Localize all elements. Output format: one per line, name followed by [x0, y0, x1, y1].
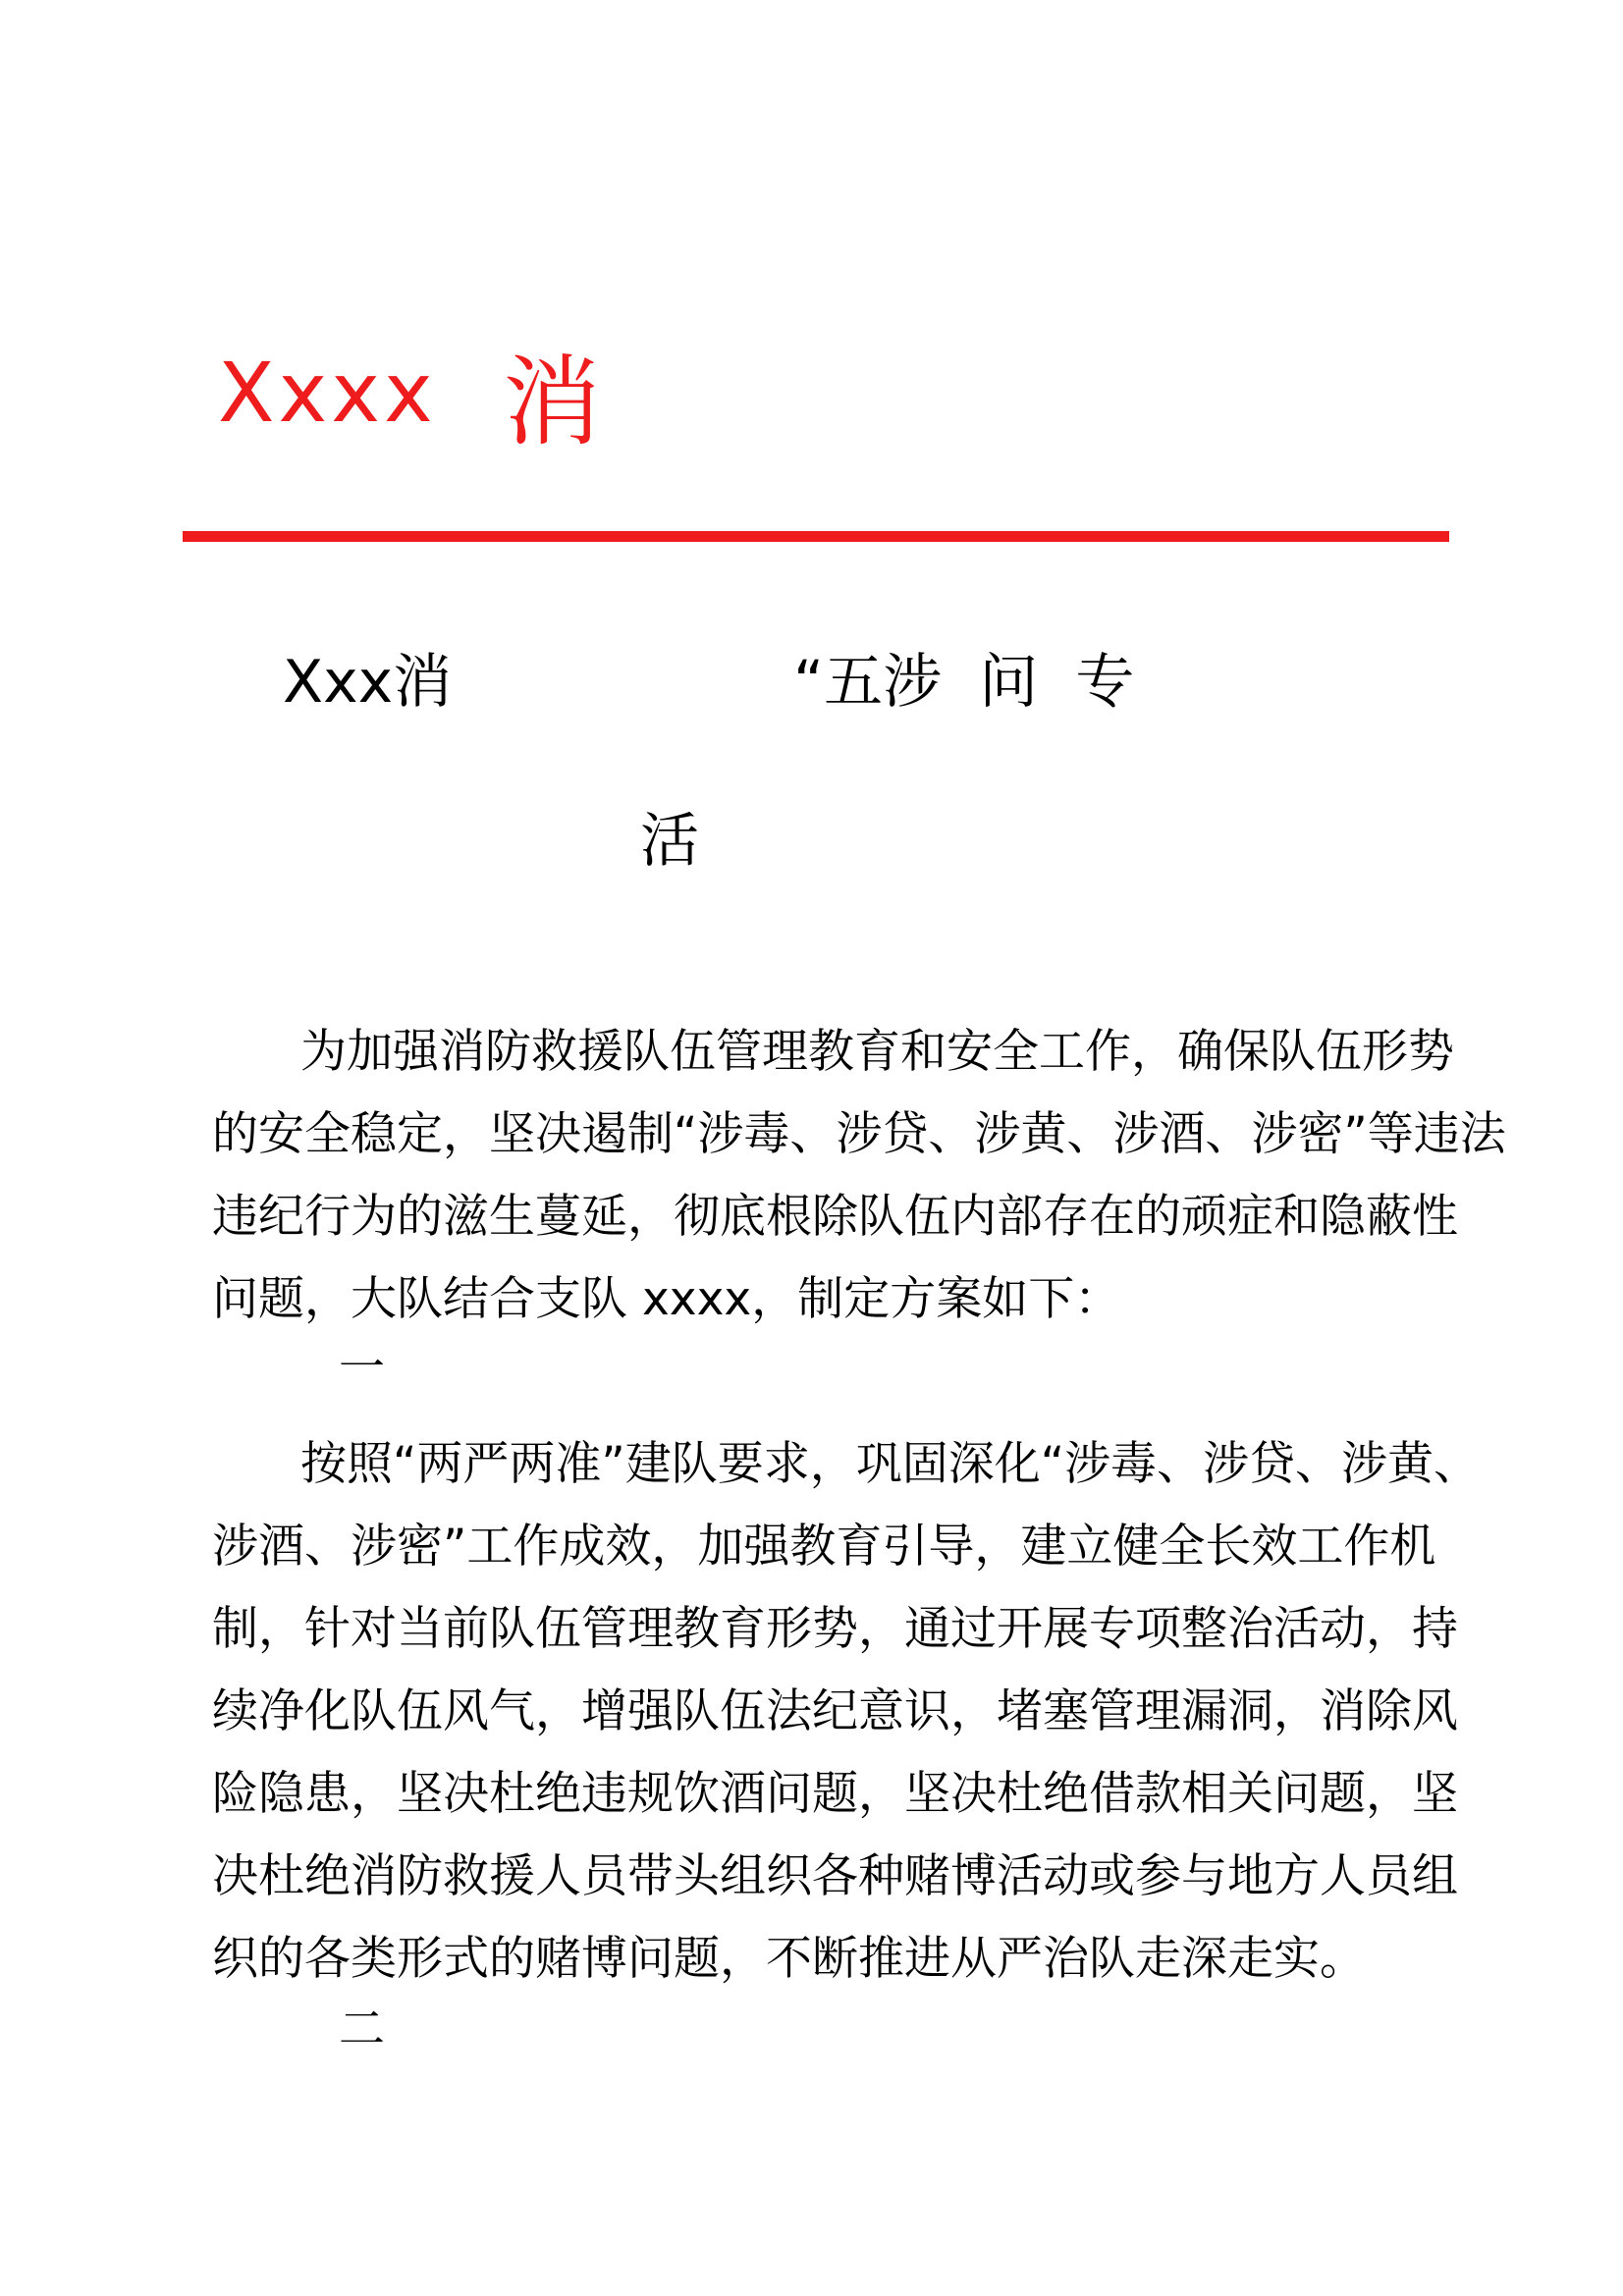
- header-divider: [183, 531, 1449, 542]
- document-title: [0, 648, 1623, 717]
- paragraph-line: 问题，大队结合支队 xxxx，制定方案如下：: [212, 1272, 1121, 1326]
- section-heading-2: 二: [339, 2002, 385, 2056]
- intro-paragraph: [212, 1011, 1506, 1341]
- section-heading-1: 一: [339, 1341, 385, 1395]
- header-org-name: Xxxx: [218, 345, 437, 441]
- header-org-char: 消: [503, 345, 601, 459]
- title-part-1: Xxx消: [283, 648, 453, 717]
- paragraph-line: 涉酒、涉密”工作成效，加强教育引导，建立健全长效工作机: [212, 1520, 1436, 1574]
- paragraph-line: 决杜绝消防救援人员带头组织各种赌博活动或参与地方人员组: [212, 1849, 1458, 1903]
- title-line-2: 活: [640, 807, 699, 876]
- paragraph-line: 续净化队伍风气，增强队伍法纪意识，堵塞管理漏洞，消除风: [212, 1684, 1458, 1738]
- title-part-2: “五涉 问 专: [793, 648, 1135, 717]
- paragraph-line: 制，针对当前队伍管理教育形势，通过开展专项整治活动，持: [212, 1602, 1458, 1656]
- paragraph-line: 为加强消防救援队伍管理教育和安全工作，确保队伍形势: [300, 1025, 1454, 1079]
- paragraph-line: 的安全稳定，坚决遏制“涉毒、涉贷、涉黄、涉酒、涉密”等违法: [212, 1107, 1506, 1161]
- paragraph-line: 按照“两严两准”建队要求，巩固深化“涉毒、涉贷、涉黄、: [300, 1437, 1481, 1491]
- paragraph-line: 险隐患，坚决杜绝违规饮酒问题，坚决杜绝借款相关问题，坚: [212, 1767, 1458, 1821]
- paragraph-line: 织的各类形式的赌博问题，不断推进从严治队走深走实。: [212, 1932, 1366, 1986]
- paragraph-line: 违纪行为的滋生蔓延，彻底根除队伍内部存在的顽症和隐蔽性: [212, 1190, 1458, 1244]
- section-1-paragraph: [212, 1423, 1481, 2001]
